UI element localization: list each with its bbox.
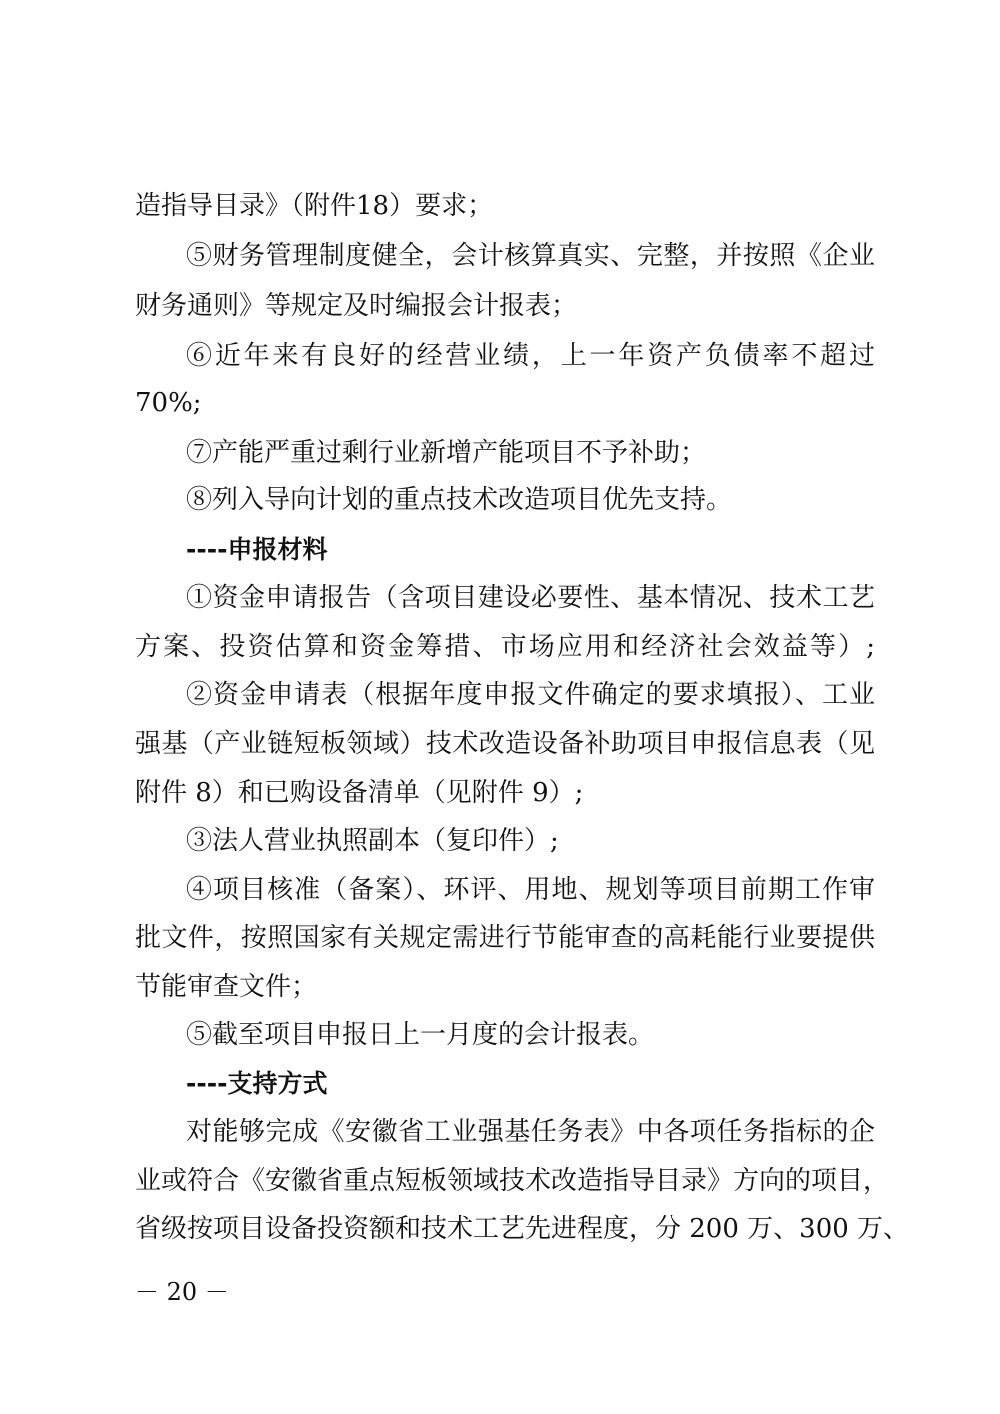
text-line: 方案、投资估算和资金筹措、市场应用和经济社会效益等）; bbox=[135, 632, 875, 662]
text-line: 强基（产业链短板领域）技术改造设备补助项目申报信息表（见 bbox=[135, 729, 875, 759]
text-line: 附件 8）和已购设备清单（见附件 9）; bbox=[135, 778, 584, 808]
text-line: ②资金申请表（根据年度申报文件确定的要求填报）、工业 bbox=[186, 680, 875, 710]
text-line: ⑥近年来有良好的经营业绩，上一年资产负债率不超过 bbox=[186, 341, 875, 371]
text-line: 造指导目录》（附件18）要求； bbox=[135, 191, 494, 221]
text-line: 财务通则》等规定及时编报会计报表； bbox=[135, 291, 578, 321]
text-line: ⑤财务管理制度健全，会计核算真实、完整，并按照《企业 bbox=[186, 241, 875, 271]
text-line: 批文件，按照国家有关规定需进行节能审查的高耗能行业要提供 bbox=[135, 923, 875, 953]
text-line: ④项目核准（备案）、环评、用地、规划等项目前期工作审 bbox=[186, 875, 875, 905]
text-line: 70%; bbox=[135, 388, 202, 418]
text-line: ⑦产能严重过剩行业新增产能项目不予补助； bbox=[186, 438, 707, 468]
text-line: ⑧列入导向计划的重点技术改造项目优先支持。 bbox=[186, 485, 733, 515]
text-line: 省级按项目设备投资额和技术工艺先进程度，分 200 万、300 万、 bbox=[135, 1214, 910, 1244]
text-line: ①资金申请报告（含项目建设必要性、基本情况、技术工艺 bbox=[186, 583, 875, 613]
section-heading: ----支持方式 bbox=[186, 1069, 328, 1098]
text-line: 节能审查文件； bbox=[135, 972, 318, 1002]
section-heading: ----申报材料 bbox=[186, 535, 328, 564]
text-line: ③法人营业执照副本（复印件）; bbox=[186, 826, 559, 856]
text-line: 对能够完成《安徽省工业强基任务表》中各项任务指标的企 bbox=[186, 1117, 875, 1147]
text-line: ⑤截至项目申报日上一月度的会计报表。 bbox=[186, 1020, 655, 1050]
text-line: 业或符合《安徽省重点短板领域技术改造指导目录》方向的项目， bbox=[135, 1166, 890, 1196]
page-number: － 20 － bbox=[135, 1278, 229, 1306]
